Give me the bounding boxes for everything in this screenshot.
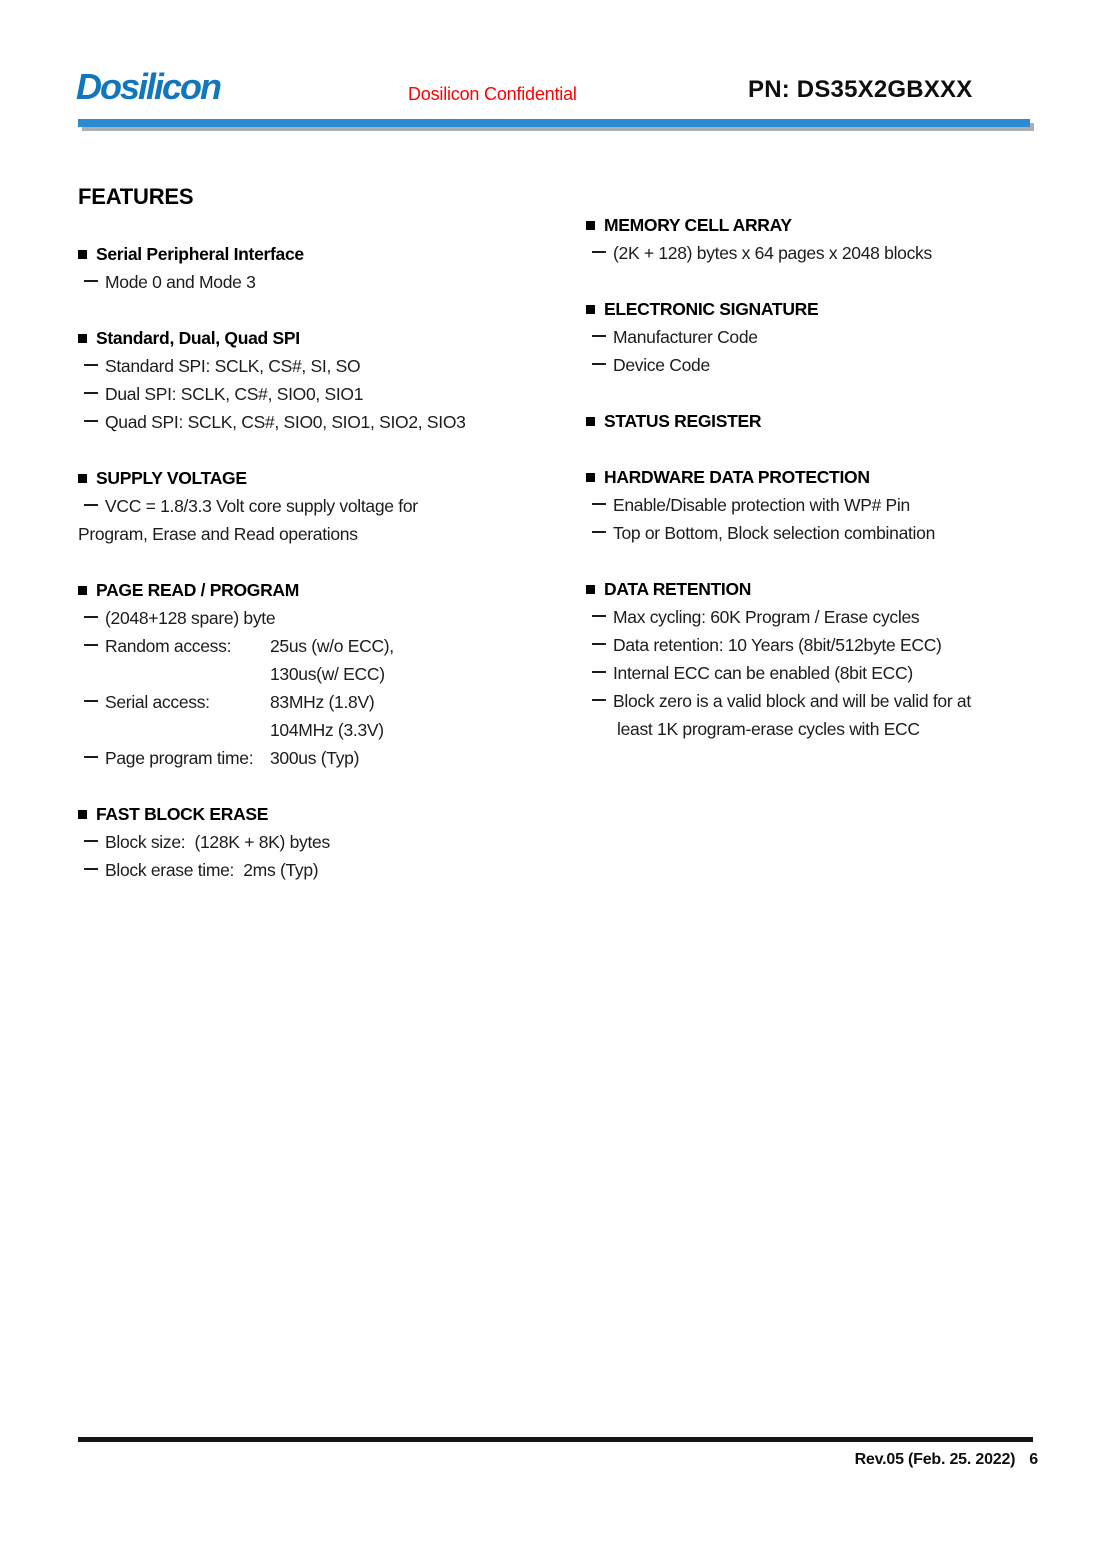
- section-title: [586, 211, 1038, 239]
- feature-item: [586, 715, 1038, 743]
- feature-item-text: Block erase time: 2ms (Typ): [105, 860, 319, 880]
- feature-item-text: Manufacturer Code: [613, 327, 758, 347]
- feature-item-text: Standard SPI: SCLK, CS#, SI, SO: [105, 356, 361, 376]
- section-title-text: DATA RETENTION: [604, 579, 752, 599]
- section-title-text: Standard, Dual, Quad SPI: [96, 328, 300, 348]
- dosilicon-logo: Dosilicon: [76, 66, 221, 107]
- confidential-label: Dosilicon Confidential: [408, 84, 577, 104]
- section-title: [586, 575, 1038, 603]
- features-content: [78, 184, 1038, 912]
- dash-bullet-icon: [592, 531, 606, 533]
- footer-rule: [78, 1437, 1033, 1442]
- feature-item: [78, 380, 558, 408]
- feature-item-text: Block size: (128K + 8K) bytes: [105, 832, 330, 852]
- dash-bullet-icon: [592, 671, 606, 673]
- feature-section: [586, 575, 1038, 743]
- feature-item-label: Serial access:: [105, 692, 210, 712]
- feature-item-text: least 1K program-erase cycles with ECC: [617, 719, 920, 739]
- feature-item: [78, 268, 558, 296]
- feature-item: [78, 660, 558, 688]
- feature-item-text: Max cycling: 60K Program / Erase cycles: [613, 607, 920, 627]
- feature-item: [78, 828, 558, 856]
- section-title-text: ELECTRONIC SIGNATURE: [604, 299, 819, 319]
- feature-item-text: Block zero is a valid block and will be valid for at: [613, 691, 971, 711]
- feature-item-value: 104MHz (3.3V): [270, 720, 384, 740]
- dash-bullet-icon: [84, 700, 98, 702]
- square-bullet-icon: [78, 250, 87, 259]
- feature-item-label: Page program time:: [105, 748, 254, 768]
- revision-label: Rev.05 (Feb. 25. 2022): [854, 1451, 1016, 1468]
- feature-item: [586, 323, 1038, 351]
- dash-bullet-icon: [84, 280, 98, 282]
- square-bullet-icon: [586, 585, 595, 594]
- section-title-text: HARDWARE DATA PROTECTION: [604, 467, 870, 487]
- left-sections: [78, 240, 558, 884]
- feature-item-value: 130us(w/ ECC): [270, 664, 385, 684]
- square-bullet-icon: [586, 417, 595, 426]
- feature-section: [586, 463, 1038, 547]
- dash-bullet-icon: [84, 644, 98, 646]
- feature-item-value: 300us (Typ): [270, 748, 360, 768]
- square-bullet-icon: [586, 473, 595, 482]
- section-title-text: SUPPLY VOLTAGE: [96, 468, 247, 488]
- dash-bullet-icon: [84, 840, 98, 842]
- feature-item: [78, 856, 558, 884]
- section-title: [78, 240, 558, 268]
- page-number: 6: [1029, 1451, 1038, 1468]
- feature-section: [586, 211, 1038, 267]
- square-bullet-icon: [586, 221, 595, 230]
- footer-text: [855, 1451, 1038, 1469]
- feature-section: [78, 800, 558, 884]
- feature-item-value: 83MHz (1.8V): [270, 692, 375, 712]
- feature-item-text: Mode 0 and Mode 3: [105, 272, 256, 292]
- feature-section: [78, 324, 558, 436]
- section-title: [586, 463, 1038, 491]
- feature-item: [586, 239, 1038, 267]
- header-rule: [78, 119, 1030, 127]
- dash-bullet-icon: [84, 756, 98, 758]
- feature-item: [78, 352, 558, 380]
- feature-item: [586, 687, 1038, 715]
- dash-bullet-icon: [592, 699, 606, 701]
- feature-item: [586, 351, 1038, 379]
- feature-item-text: Program, Erase and Read operations: [78, 524, 358, 544]
- section-title: [78, 324, 558, 352]
- section-title-text: FAST BLOCK ERASE: [96, 804, 269, 824]
- dash-bullet-icon: [84, 392, 98, 394]
- feature-section: [78, 464, 558, 548]
- dash-bullet-icon: [84, 616, 98, 618]
- feature-item-text: Device Code: [613, 355, 710, 375]
- feature-item-text: Dual SPI: SCLK, CS#, SIO0, SIO1: [105, 384, 364, 404]
- section-title: [78, 576, 558, 604]
- dash-bullet-icon: [592, 251, 606, 253]
- feature-item: [78, 716, 558, 744]
- section-title-text: STATUS REGISTER: [604, 411, 762, 431]
- square-bullet-icon: [78, 810, 87, 819]
- square-bullet-icon: [78, 474, 87, 483]
- square-bullet-icon: [586, 305, 595, 314]
- feature-item-text: Data retention: 10 Years (8bit/512byte ECC): [613, 635, 942, 655]
- feature-item-text: Internal ECC can be enabled (8bit ECC): [613, 663, 913, 683]
- feature-item: [586, 631, 1038, 659]
- section-title-text: Serial Peripheral Interface: [96, 244, 304, 264]
- feature-item: [586, 519, 1038, 547]
- feature-section: [78, 240, 558, 296]
- square-bullet-icon: [78, 586, 87, 595]
- feature-section: [78, 576, 558, 772]
- dash-bullet-icon: [84, 868, 98, 870]
- section-title: [78, 464, 558, 492]
- right-sections: [586, 211, 1038, 743]
- feature-item-text: Enable/Disable protection with WP# Pin: [613, 495, 910, 515]
- dash-bullet-icon: [592, 503, 606, 505]
- dash-bullet-icon: [592, 335, 606, 337]
- feature-item-text: VCC = 1.8/3.3 Volt core supply voltage for: [105, 496, 418, 516]
- feature-item: [586, 659, 1038, 687]
- section-title: [78, 800, 558, 828]
- feature-item-label: Random access:: [105, 636, 232, 656]
- feature-item: [586, 603, 1038, 631]
- feature-item-text: Quad SPI: SCLK, CS#, SIO0, SIO1, SIO2, SIO3: [105, 412, 466, 432]
- part-number: PN: DS35X2GBXXX: [748, 76, 973, 103]
- feature-item: [78, 632, 558, 660]
- page-title: FEATURES: [78, 184, 194, 209]
- section-title: [586, 407, 1038, 435]
- feature-item: [78, 688, 558, 716]
- dash-bullet-icon: [592, 615, 606, 617]
- feature-item-text: (2K + 128) bytes x 64 pages x 2048 blocks: [613, 243, 932, 263]
- dash-bullet-icon: [592, 643, 606, 645]
- feature-item-text: Top or Bottom, Block selection combination: [613, 523, 936, 543]
- left-column: [78, 184, 558, 912]
- dash-bullet-icon: [84, 364, 98, 366]
- feature-item: [78, 604, 558, 632]
- right-column: [586, 184, 1038, 912]
- section-title: [586, 295, 1038, 323]
- section-title-text: PAGE READ / PROGRAM: [96, 580, 300, 600]
- feature-section: [586, 295, 1038, 379]
- dash-bullet-icon: [84, 420, 98, 422]
- feature-item: [78, 744, 558, 772]
- section-title-text: MEMORY CELL ARRAY: [604, 215, 792, 235]
- feature-section: [586, 407, 1038, 435]
- feature-item: [78, 408, 558, 436]
- dash-bullet-icon: [592, 363, 606, 365]
- feature-item: [586, 491, 1038, 519]
- feature-item: [78, 492, 558, 520]
- feature-item-value: 25us (w/o ECC),: [270, 636, 394, 656]
- feature-item-text: (2048+128 spare) byte: [105, 608, 276, 628]
- dash-bullet-icon: [84, 504, 98, 506]
- feature-item: [78, 520, 558, 548]
- square-bullet-icon: [78, 334, 87, 343]
